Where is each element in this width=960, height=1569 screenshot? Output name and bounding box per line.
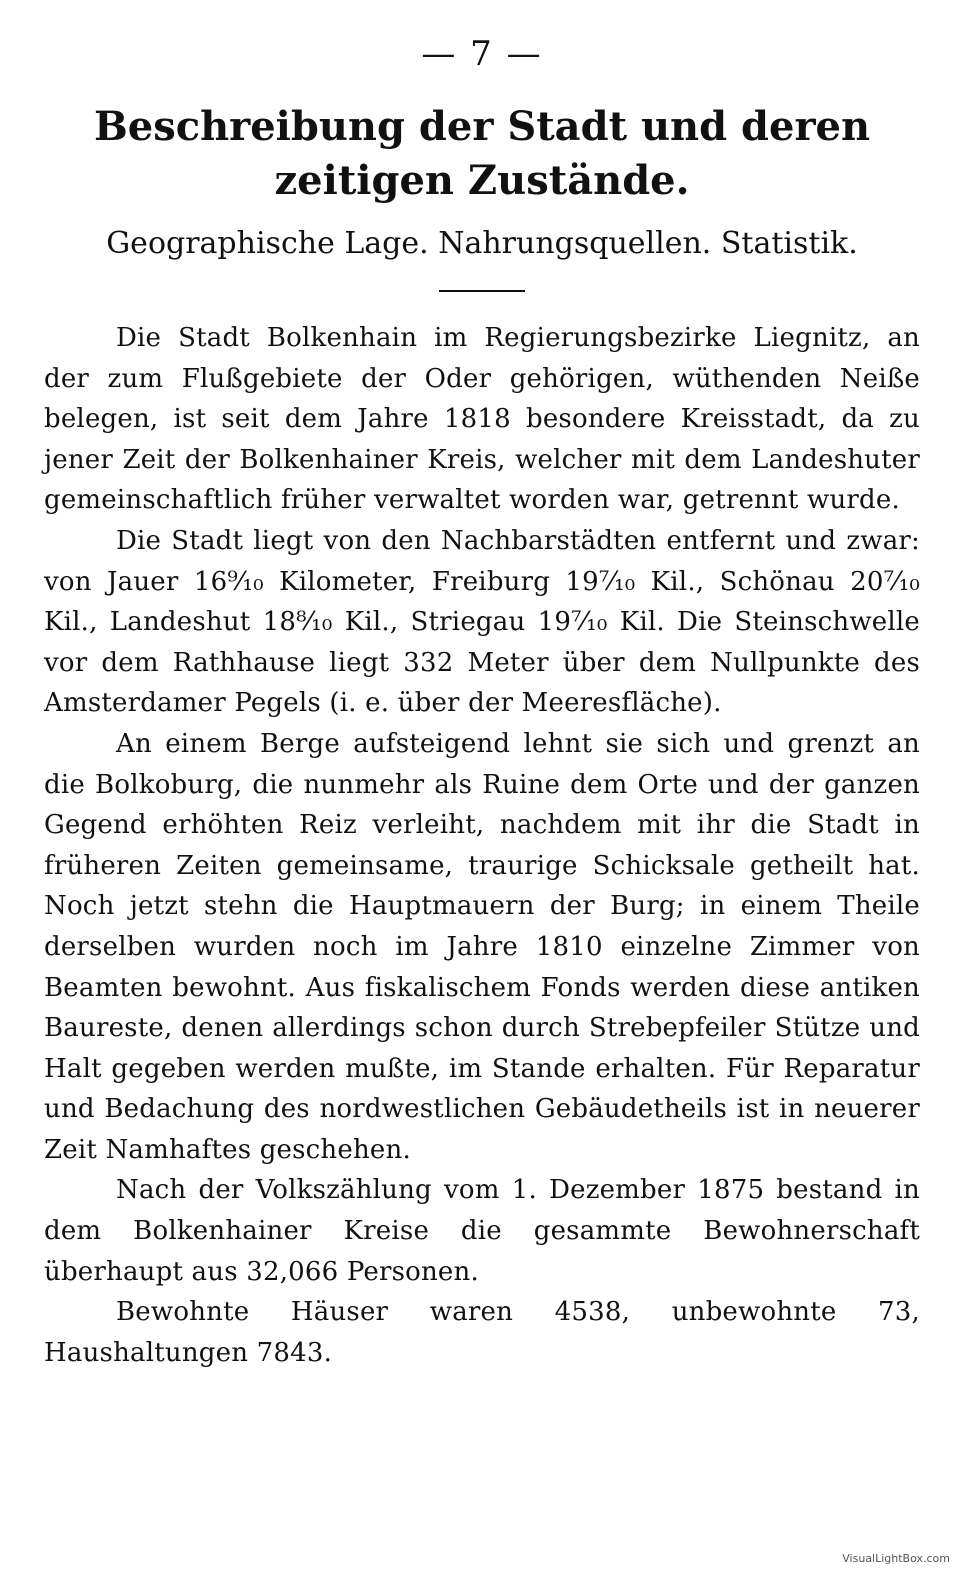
- paragraph-census: Nach der Volkszählung vom 1. Dezember 1875 bestand in dem Bolkenhainer Kreise die gesammte Bewohnerschaft überhaupt aus 32,066 Personen.: [44, 1175, 920, 1287]
- document-page: [44, 30, 920, 1373]
- paragraph-location: Die Stadt Bolkenhain im Regierungsbezirke Liegnitz, an der zum Flußgebiete der Oder gehörigen, wüthenden Neiße belegen, ist seit dem Jahre 1818 besondere Kreisstadt, da zu jener Zeit der Bolkenhainer Kreis, welcher mit dem Landeshuter gemeinschaftlich früher verwaltet worden war, getrennt wurde.: [44, 323, 920, 516]
- page-title: Beschreibung der Stadt und deren zeitigen Zustände.: [93, 103, 871, 204]
- title-divider: [439, 290, 525, 292]
- paragraph-houses: Bewohnte Häuser waren 4538, unbewohnte 73, Haushaltungen 7843.: [44, 1297, 920, 1368]
- paragraph-bolkoburg: An einem Berge aufsteigend lehnt sie sich und grenzt an die Bolkoburg, die nunmehr als Ruine dem Orte und der ganzen Gegend erhöhten Reiz verleiht, nachdem mit ihr die Stadt in früheren Zeiten gemeinsame, traurige Schicksale getheilt hat. Noch jetzt stehn die Hauptmauern der Burg; in einem Theile derselben wurden noch im Jahre 1810 einzelne Zimmer von Beamten bewohnt. Aus fiskalischem Fonds werden diese antiken Baureste, denen allerdings schon durch Strebepfeiler Stütze und Halt gegeben werden mußte, im Stande erhalten. Für Reparatur und Bedachung des nordwestlichen Gebäudetheils ist in neuerer Zeit Namhaftes geschehen.: [44, 728, 920, 1165]
- page-subtitle: Geographische Lage. Nahrungsquellen. Statistik.: [106, 226, 858, 261]
- watermark-credit: VisualLightBox.com: [842, 1552, 950, 1565]
- page-number: — 7 —: [421, 34, 543, 74]
- paragraph-distances: Die Stadt liegt von den Nachbarstädten entfernt und zwar: von Jauer 16⁹⁄₁₀ Kilometer, Freiburg 19⁷⁄₁₀ Kil., Schönau 20⁷⁄₁₀ Kil., Landeshut 18⁸⁄₁₀ Kil., Striegau 19⁷⁄₁₀ Kil. Die Steinschwelle vor dem Rathhause liegt 332 Meter über dem Nullpunkte des Amsterdamer Pegels (i. e. über der Meeresfläche).: [44, 525, 920, 719]
